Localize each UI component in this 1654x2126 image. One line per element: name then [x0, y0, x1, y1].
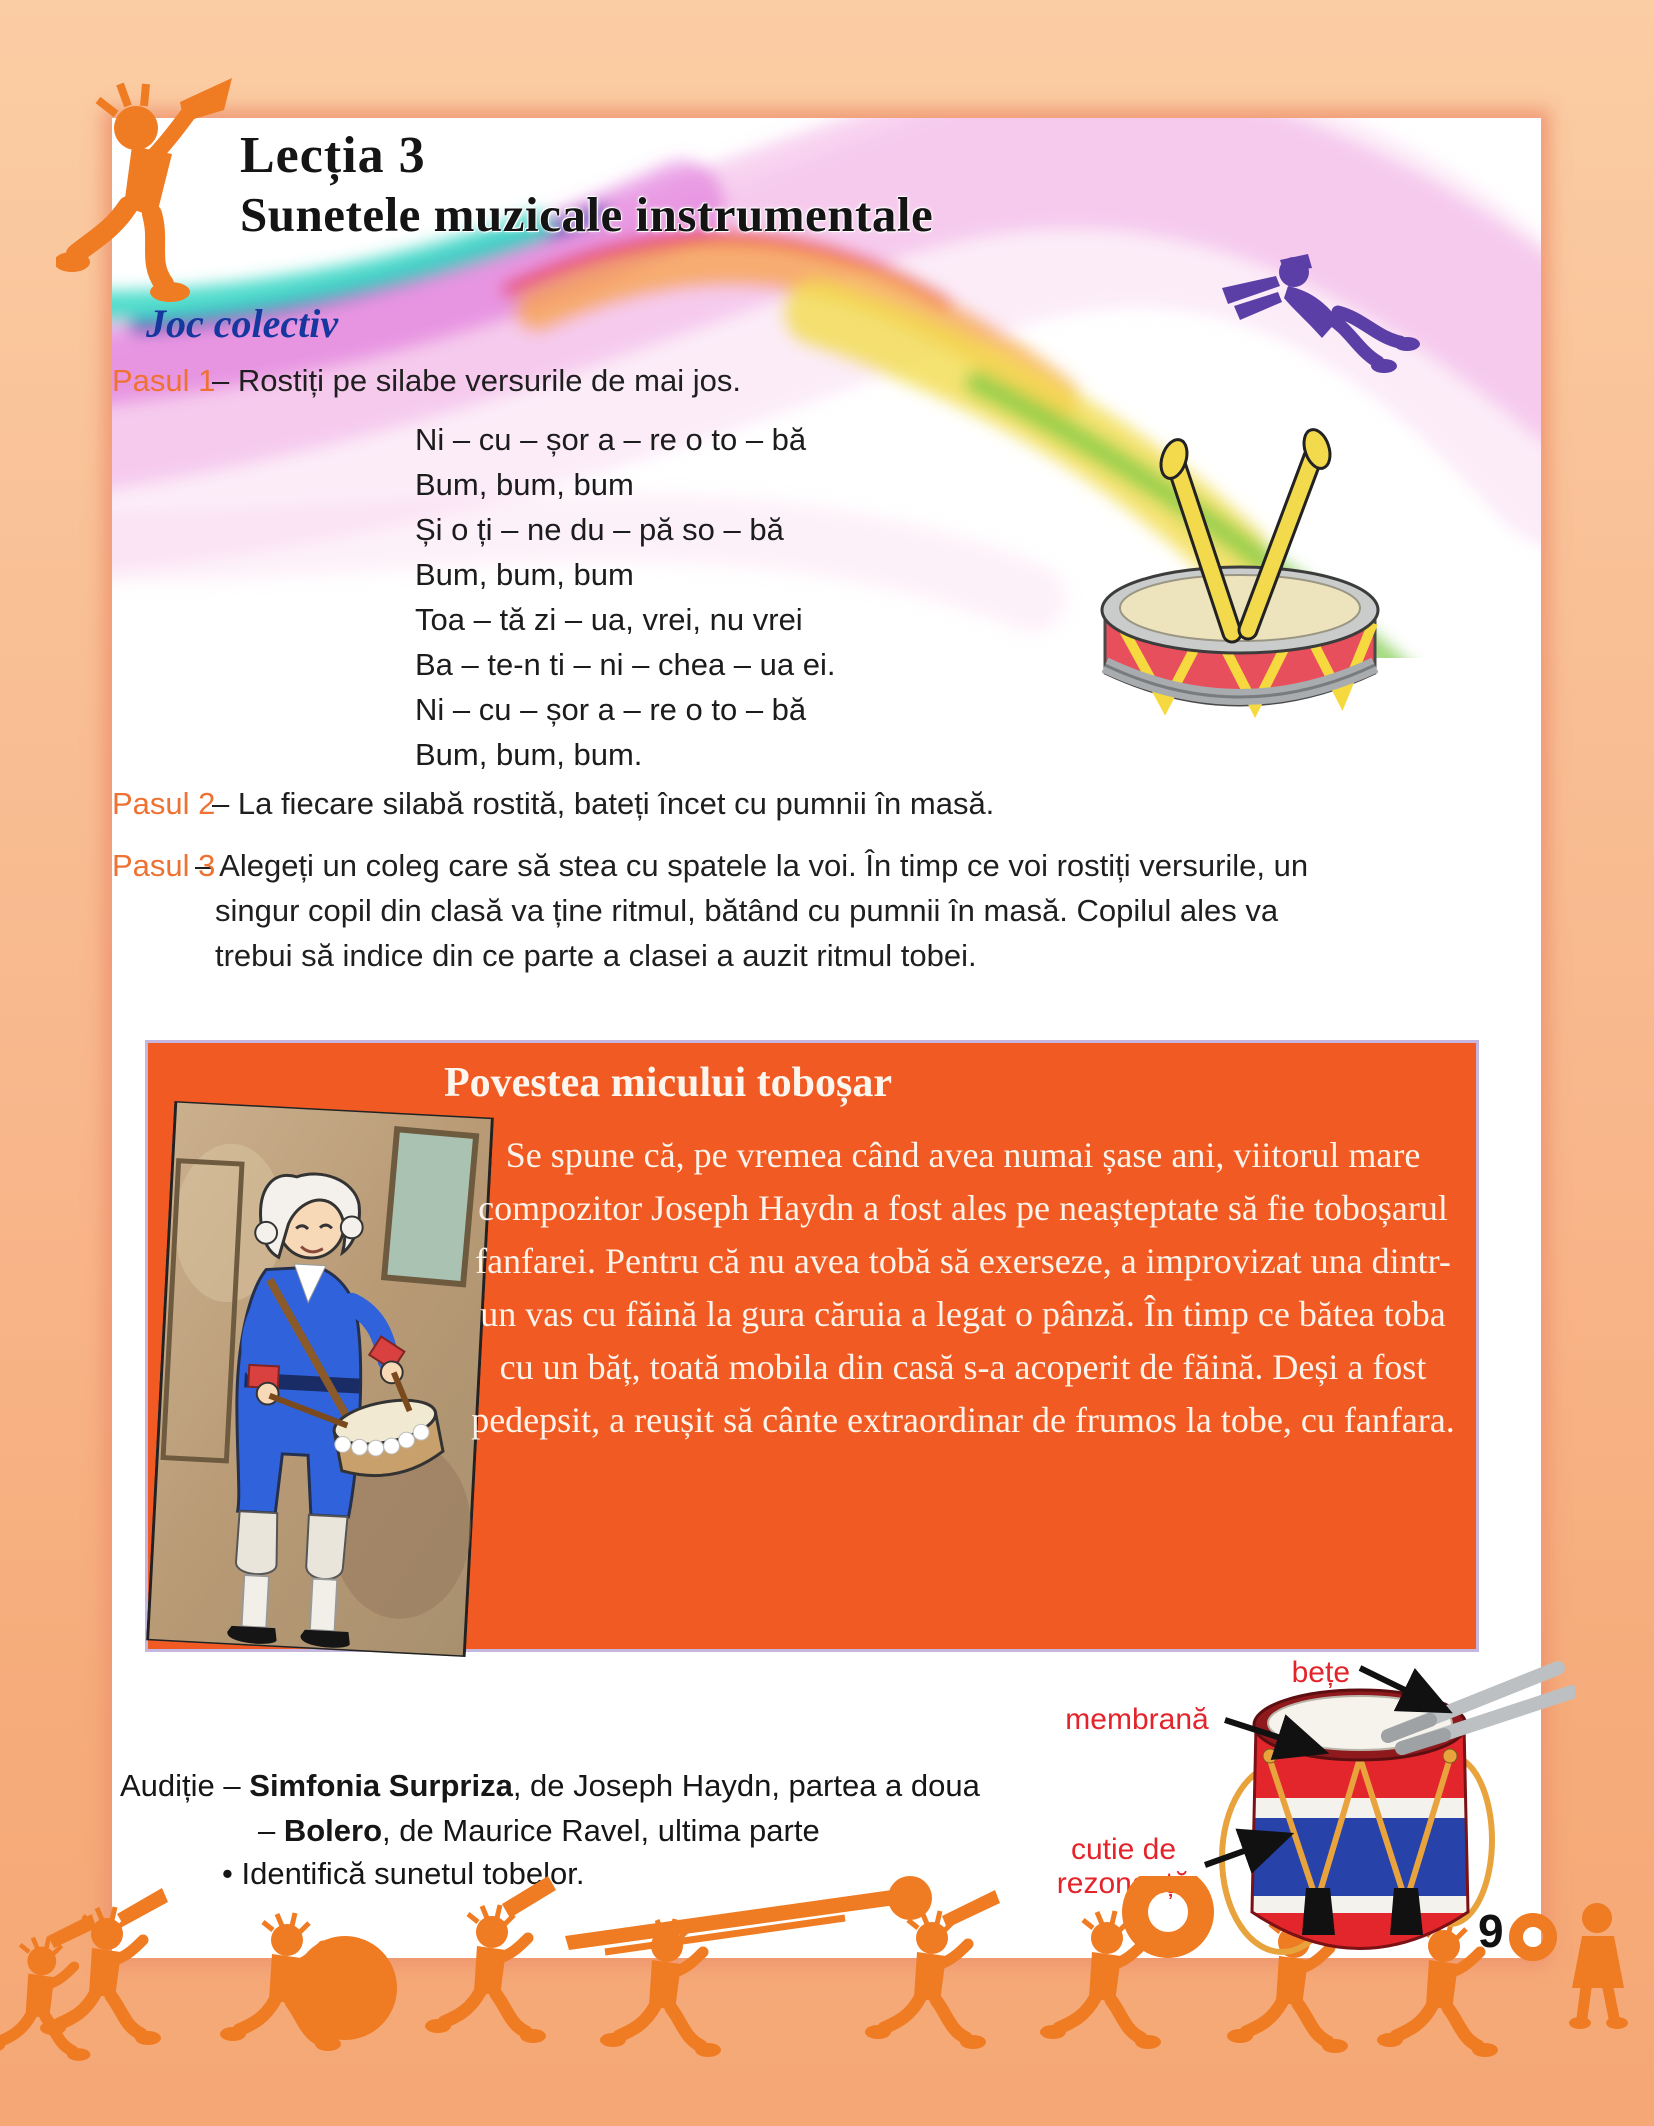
step-3-text: – Alegeți un coleg care să stea cu spatele la voi. În timp ce voi rostiți versurile, un singur copil din clasă va ține ritmul, bătând cu pumnii în masă. Copilul ales va trebui să indice din ce parte a clasei a auzit ritmul tobei.	[195, 848, 1309, 973]
story-image-spacer	[162, 1129, 470, 1639]
red-drum-illustration	[1080, 425, 1400, 750]
audition-line-1	[120, 1768, 980, 1804]
step-2-text: – La fiecare silabă rostită, bateți încet cu pumnii în masă.	[212, 786, 995, 821]
step-3-label: Pasul 3	[112, 848, 216, 883]
audition-work-1-rest: , de Joseph Haydn, partea a doua	[512, 1768, 980, 1803]
audition-dash: –	[258, 1813, 284, 1848]
game-heading: Joc colectiv	[146, 301, 339, 346]
verse-block	[415, 417, 836, 777]
story-title: Povestea micului toboșar	[444, 1060, 892, 1106]
audition-work-2-rest: , de Maurice Ravel, ultima parte	[382, 1813, 820, 1848]
page-number: 9	[1478, 1905, 1504, 1957]
verse-line: Bum, bum, bum	[415, 467, 634, 502]
audition-intro: Audiție –	[120, 1768, 250, 1803]
step-1	[112, 358, 1352, 403]
label-membrane: membrană	[1065, 1703, 1209, 1736]
verse-line: Toa – tă zi – ua, vrei, nu vrei	[415, 602, 803, 637]
audition-work-2: Bolero	[283, 1813, 383, 1848]
step-3	[112, 843, 1357, 978]
verse-line: Bum, bum, bum.	[415, 737, 643, 772]
verse-line: Și o ți – ne du – pă so – bă	[415, 512, 784, 547]
step-2-label: Pasul 2	[112, 786, 216, 821]
bullet-glyph: •	[222, 1856, 233, 1891]
audition-line-2	[258, 1813, 820, 1849]
story-box	[145, 1040, 1479, 1652]
story-text: Se spune că, pe vremea când avea numai șase ani, viitorul mare compozitor Joseph Haydn a fost ales pe neașteptate să fie toboșarul fanfarei. Pentru că nu avea tobă să exerseze, a improvizat una dintr-un vas cu făină la gura căruia a legat o pânză. În timp ce bătea toba cu un băț, toată mobila din casă s-a acoperit de făină. Deși a fost pedepsit, a reușit să cânte extraordinar de frumos la tobe, cu fanfara.	[471, 1135, 1455, 1440]
trumpeter-kid-silhouette-icon	[56, 78, 246, 308]
verse-line: Bum, bum, bum	[415, 557, 634, 592]
verse-line: Ni – cu – șor a – re o to – bă	[415, 692, 807, 727]
step-2	[112, 781, 1412, 826]
audition-task-text: Identifică sunetul tobelor.	[241, 1856, 585, 1891]
page-title: Sunetele muzicale instrumentale	[240, 187, 934, 242]
label-sticks: bețe	[1291, 1656, 1350, 1689]
label-resonance-box: cutie de rezonanță	[1056, 1833, 1191, 1900]
verse-line: Ni – cu – șor a – re o to – bă	[415, 422, 807, 457]
step-1-label: Pasul 1	[112, 363, 216, 398]
audition-work-1: Simfonia Surpriza	[249, 1768, 513, 1803]
step-1-text: – Rostiți pe silabe versurile de mai jos.	[212, 363, 741, 398]
verse-line: Ba – te-n ti – ni – chea – ua ei.	[415, 647, 836, 682]
story-paragraph-container	[162, 1129, 1462, 1639]
lesson-label: Lecția 3	[240, 127, 426, 184]
